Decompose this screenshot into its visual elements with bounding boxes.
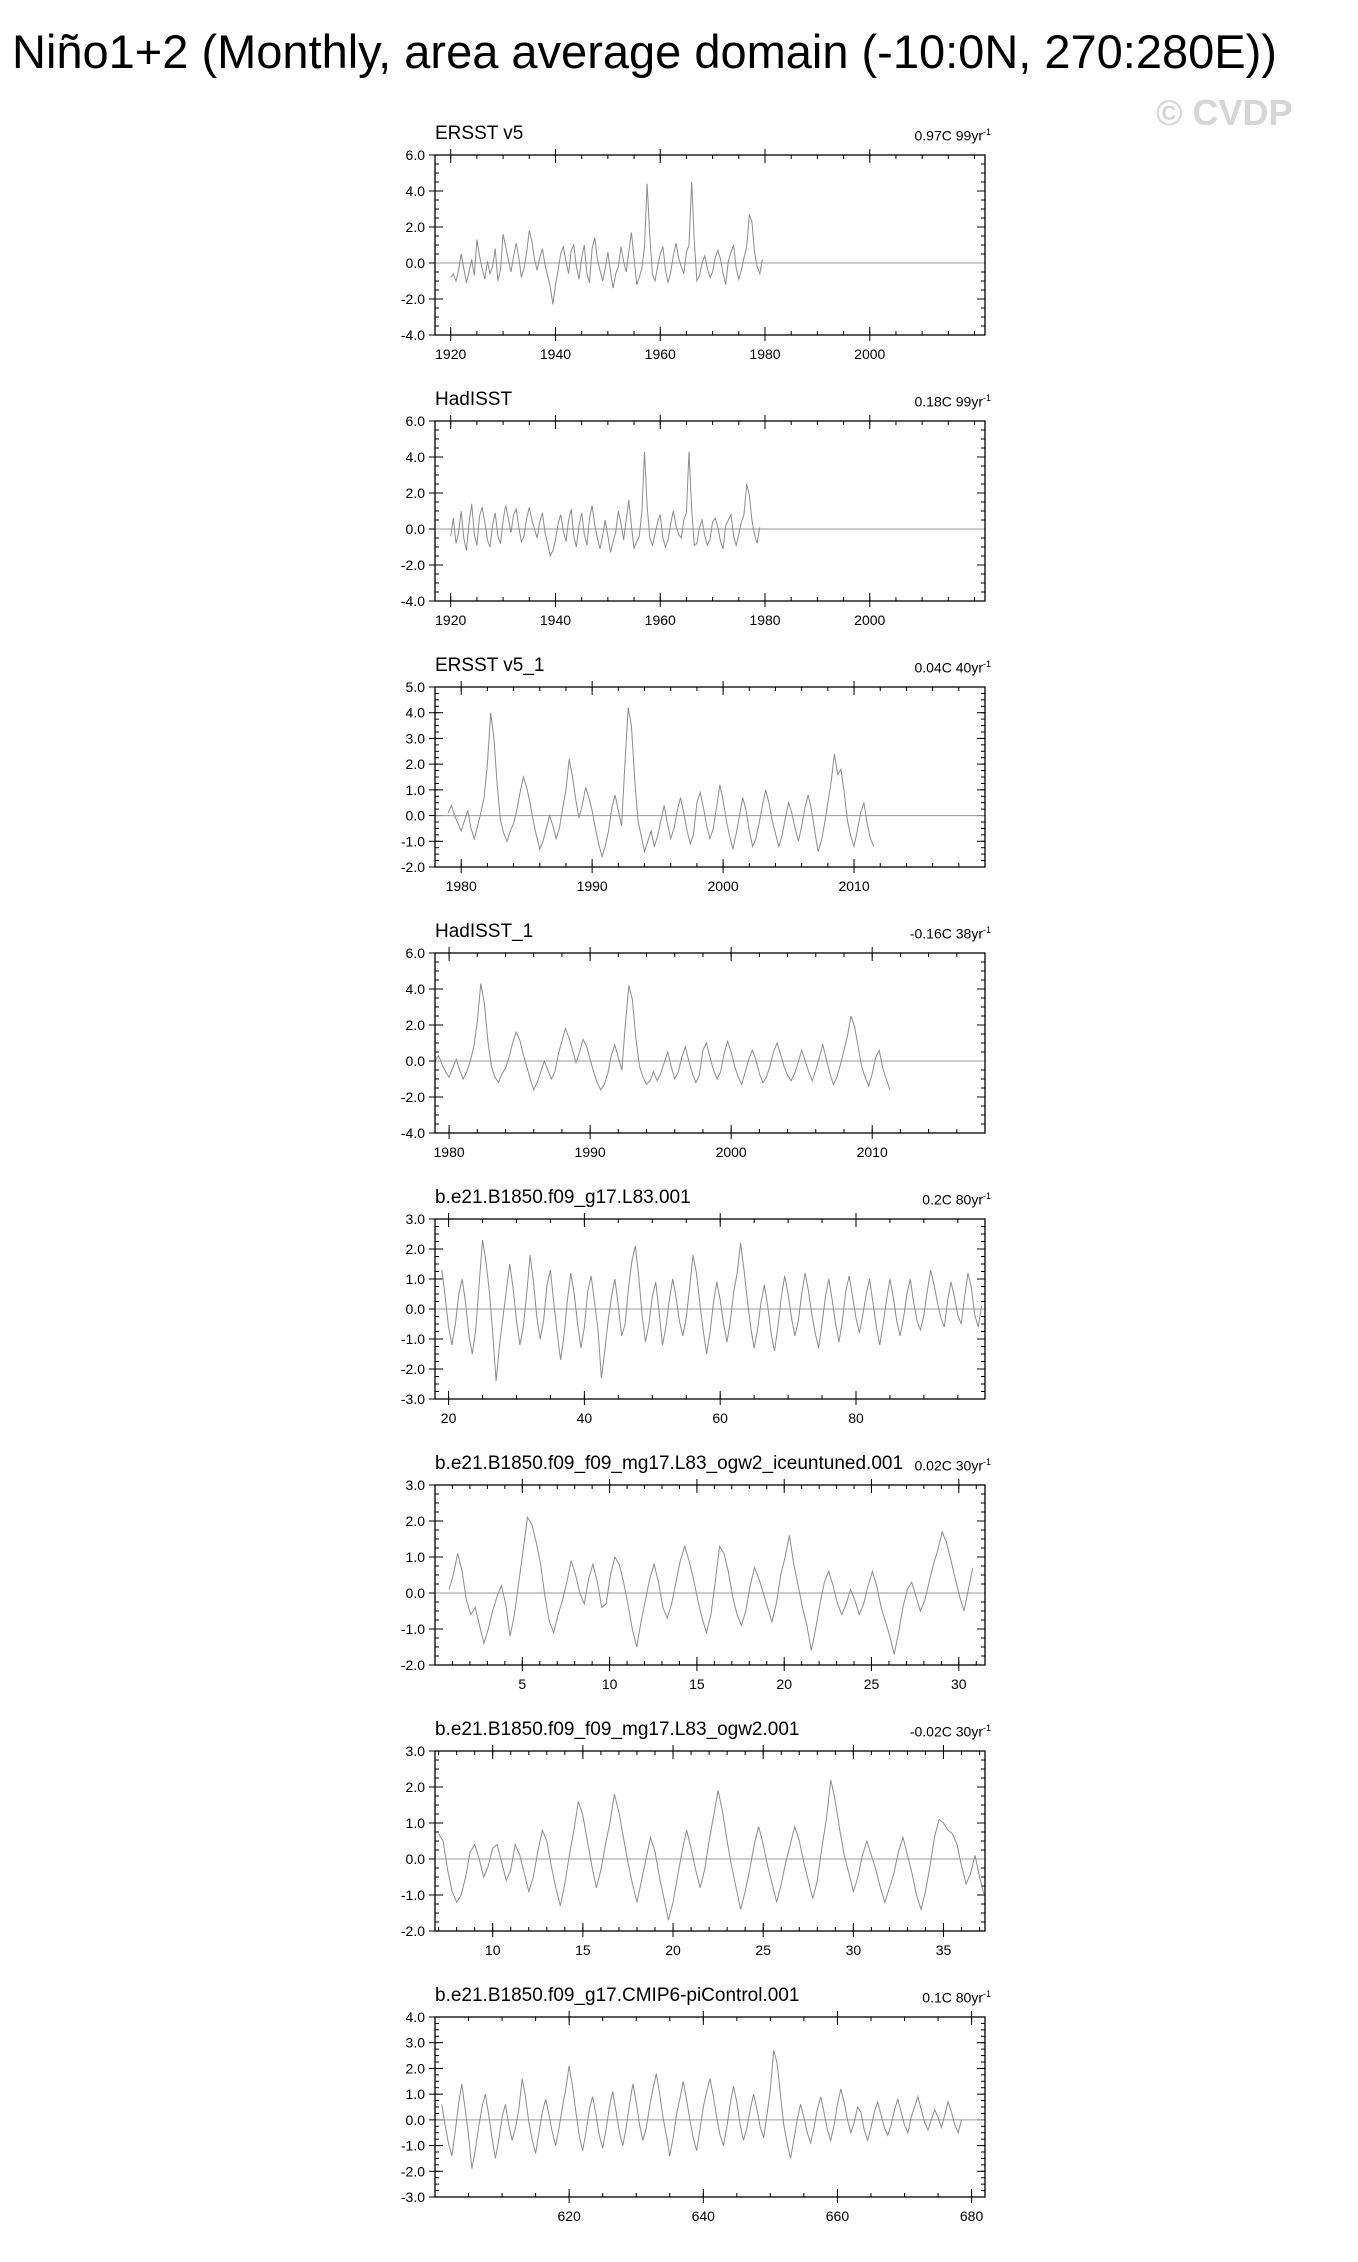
- y-tick-label: 0.0: [405, 521, 425, 537]
- x-tick-label: 2010: [856, 1144, 888, 1160]
- timeseries-line: [442, 2050, 962, 2168]
- x-tick-label: 10: [601, 1676, 618, 1692]
- chart-panel-ogw2-iceuntuned: [380, 1450, 1020, 1690]
- trend-period: 80yr: [955, 1191, 983, 1208]
- x-tick-label: 15: [575, 1942, 591, 1958]
- y-tick-label: -2.0: [400, 291, 425, 307]
- y-tick-label: 3.0: [405, 1477, 425, 1493]
- trend-value: 0.02C: [914, 1457, 952, 1474]
- chart-panel-hadisst-1: [380, 918, 1020, 1158]
- y-tick-label: -2.0: [400, 1361, 425, 1377]
- x-tick-label: 1980: [749, 612, 781, 628]
- timeseries-line: [435, 984, 890, 1090]
- trend-period: 30yr: [955, 1723, 983, 1740]
- y-tick-label: 0.0: [405, 807, 425, 824]
- x-tick-label: 1980: [433, 1144, 465, 1160]
- trend-value: 0.04C: [914, 659, 952, 676]
- x-tick-label: 1960: [644, 346, 676, 362]
- x-tick-label: 20: [665, 1942, 681, 1958]
- plot-frame: [435, 1751, 985, 1931]
- y-tick-label: 0.0: [405, 1851, 425, 1867]
- y-tick-label: -1.0: [400, 1331, 425, 1347]
- x-tick-label: 20: [776, 1676, 792, 1692]
- x-tick-label: 1960: [644, 612, 676, 628]
- y-tick-label: 2.0: [405, 485, 425, 501]
- y-tick-label: 1.0: [405, 781, 425, 798]
- x-tick-label: 30: [951, 1676, 967, 1692]
- x-tick-label: 5: [518, 1676, 527, 1692]
- y-tick-label: -2.0: [400, 1089, 425, 1105]
- y-tick-label: -1.0: [400, 2137, 425, 2154]
- y-tick-label: 6.0: [405, 945, 425, 961]
- panel-title: b.e21.B1850.f09_f09_mg17.L83_ogw2_iceuntuned.001: [435, 1453, 904, 1474]
- trend-value: 0.2C: [922, 1191, 952, 1208]
- y-tick-label: 3.0: [405, 1211, 425, 1227]
- y-tick-label: 4.0: [405, 704, 425, 721]
- trend-period: 99yr: [955, 127, 983, 144]
- x-tick-label: 60: [712, 1410, 728, 1426]
- chart-panel-hadisst: [380, 386, 1020, 626]
- x-tick-label: 80: [848, 1410, 864, 1426]
- x-tick-label: 1990: [574, 1144, 606, 1160]
- panel-title: ERSST v5_1: [435, 655, 545, 676]
- y-tick-label: -1.0: [400, 833, 425, 850]
- line-chart: [380, 386, 1020, 626]
- trend-value: -0.02C: [909, 1723, 952, 1740]
- x-tick-label: 1920: [435, 612, 467, 628]
- y-tick-label: 3.0: [405, 2034, 425, 2051]
- y-tick-label: -1.0: [400, 1621, 425, 1637]
- y-tick-label: -2.0: [400, 1657, 425, 1673]
- x-tick-label: 680: [959, 2208, 984, 2224]
- y-tick-label: 3.0: [405, 1743, 425, 1759]
- y-tick-label: 0.0: [405, 1053, 425, 1069]
- trend-exponent: -1: [982, 127, 991, 137]
- x-tick-label: 2000: [715, 1144, 747, 1160]
- x-tick-label: 2000: [854, 346, 886, 362]
- x-tick-label: 1920: [435, 346, 467, 362]
- y-tick-label: -3.0: [400, 2189, 425, 2205]
- x-tick-label: 25: [755, 1942, 771, 1958]
- x-tick-label: 1980: [749, 346, 781, 362]
- panel-title: b.e21.B1850.f09_g17.CMIP6-piControl.001: [435, 1985, 800, 2006]
- chart-panel-ersst-v5-1: [380, 652, 1020, 892]
- trend-period: 99yr: [955, 393, 983, 410]
- y-tick-label: 2.0: [405, 1241, 425, 1257]
- panel-title: HadISST_1: [435, 921, 534, 942]
- y-tick-label: -4.0: [400, 593, 425, 609]
- timeseries-line: [451, 182, 763, 304]
- trend-exponent: -1: [982, 1989, 991, 1999]
- x-tick-label: 1980: [445, 878, 477, 894]
- y-tick-label: 1.0: [405, 2086, 425, 2103]
- plot-frame: [435, 421, 985, 601]
- y-tick-label: 0.0: [405, 1585, 425, 1601]
- x-tick-label: 10: [484, 1942, 501, 1958]
- y-tick-label: 0.0: [405, 1301, 425, 1317]
- panel-title: b.e21.B1850.f09_f09_mg17.L83_ogw2.001: [435, 1719, 800, 1740]
- x-tick-label: 1940: [539, 612, 572, 628]
- line-chart: [380, 1982, 1020, 2222]
- trend-period: 30yr: [955, 1457, 983, 1474]
- cvdp-watermark: © CVDP: [1156, 92, 1293, 133]
- x-tick-label: 640: [691, 2208, 715, 2224]
- line-chart: [380, 120, 1020, 360]
- x-tick-label: 620: [557, 2208, 581, 2224]
- x-tick-label: 2010: [838, 878, 870, 894]
- x-tick-label: 1940: [539, 346, 572, 362]
- timeseries-line: [442, 1240, 982, 1381]
- trend-exponent: -1: [982, 393, 991, 403]
- trend-period: 40yr: [955, 659, 983, 676]
- trend-exponent: -1: [982, 925, 991, 935]
- y-tick-label: 4.0: [405, 449, 425, 465]
- y-tick-label: -4.0: [400, 1125, 425, 1141]
- y-tick-label: 4.0: [405, 981, 425, 997]
- page-title: Niño1+2 (Monthly, area average domain (-10:0N, 270:280E)): [12, 25, 1277, 78]
- plot-frame: [435, 1485, 985, 1665]
- y-tick-label: 3.0: [405, 730, 425, 747]
- y-tick-label: 2.0: [405, 1513, 425, 1529]
- chart-panel-cmip6-picontrol: [380, 1982, 1020, 2222]
- y-tick-label: 1.0: [405, 1815, 425, 1831]
- y-tick-label: -2.0: [400, 557, 425, 573]
- y-tick-label: 4.0: [405, 2009, 425, 2025]
- trend-exponent: -1: [982, 1723, 991, 1733]
- trend-value: 0.97C: [914, 127, 952, 144]
- plot-frame: [435, 953, 985, 1133]
- y-tick-label: 2.0: [405, 2060, 425, 2077]
- y-tick-label: -2.0: [400, 859, 425, 875]
- x-tick-label: 1990: [576, 878, 608, 894]
- y-tick-label: 1.0: [405, 1271, 425, 1287]
- panel-title: HadISST: [435, 389, 513, 410]
- x-tick-label: 20: [440, 1410, 457, 1426]
- plot-frame: [435, 2017, 985, 2197]
- y-tick-label: 0.0: [405, 2111, 425, 2128]
- trend-exponent: -1: [982, 659, 991, 669]
- y-tick-label: 2.0: [405, 219, 425, 235]
- x-tick-label: 2000: [854, 612, 886, 628]
- timeseries-line: [451, 452, 760, 556]
- y-tick-label: 1.0: [405, 1549, 425, 1565]
- trend-value: -0.16C: [909, 925, 952, 942]
- chart-panel-ogw2: [380, 1716, 1020, 1956]
- y-tick-label: -1.0: [400, 1887, 425, 1903]
- trend-exponent: -1: [982, 1191, 991, 1201]
- y-tick-label: -3.0: [400, 1391, 425, 1407]
- y-tick-label: -4.0: [400, 327, 425, 343]
- y-tick-label: 0.0: [405, 255, 425, 271]
- timeseries-line: [439, 1780, 985, 1920]
- line-chart: [380, 1184, 1020, 1424]
- y-tick-label: 2.0: [405, 756, 425, 773]
- plot-frame: [435, 155, 985, 335]
- line-chart: [380, 918, 1020, 1158]
- x-tick-label: 40: [576, 1410, 593, 1426]
- x-tick-label: 2000: [707, 878, 739, 894]
- y-tick-label: 2.0: [405, 1017, 425, 1033]
- x-tick-label: 35: [935, 1942, 952, 1958]
- line-chart: [380, 1450, 1020, 1690]
- y-tick-label: 6.0: [405, 147, 425, 163]
- line-chart: [380, 652, 1020, 892]
- y-tick-label: -2.0: [400, 1923, 425, 1939]
- x-tick-label: 30: [845, 1942, 862, 1958]
- trend-period: 38yr: [955, 925, 983, 942]
- x-tick-label: 660: [825, 2208, 850, 2224]
- y-tick-label: 5.0: [405, 679, 425, 695]
- y-tick-label: 6.0: [405, 413, 425, 429]
- y-tick-label: 2.0: [405, 1779, 425, 1795]
- panel-title: b.e21.B1850.f09_g17.L83.001: [435, 1187, 691, 1208]
- x-tick-label: 15: [689, 1676, 705, 1692]
- y-tick-label: 4.0: [405, 183, 425, 199]
- timeseries-line: [448, 708, 874, 857]
- timeseries-line: [449, 1517, 973, 1654]
- chart-panel-ersst-v5: [380, 120, 1020, 360]
- panel-title: ERSST v5: [435, 123, 524, 144]
- trend-period: 80yr: [955, 1989, 983, 2006]
- x-tick-label: 25: [863, 1676, 880, 1692]
- y-tick-label: -2.0: [400, 2163, 425, 2180]
- trend-exponent: -1: [982, 1457, 991, 1467]
- trend-value: 0.1C: [922, 1989, 952, 2006]
- line-chart: [380, 1716, 1020, 1956]
- chart-panel-f09-g17-l83: [380, 1184, 1020, 1424]
- trend-value: 0.18C: [914, 393, 952, 410]
